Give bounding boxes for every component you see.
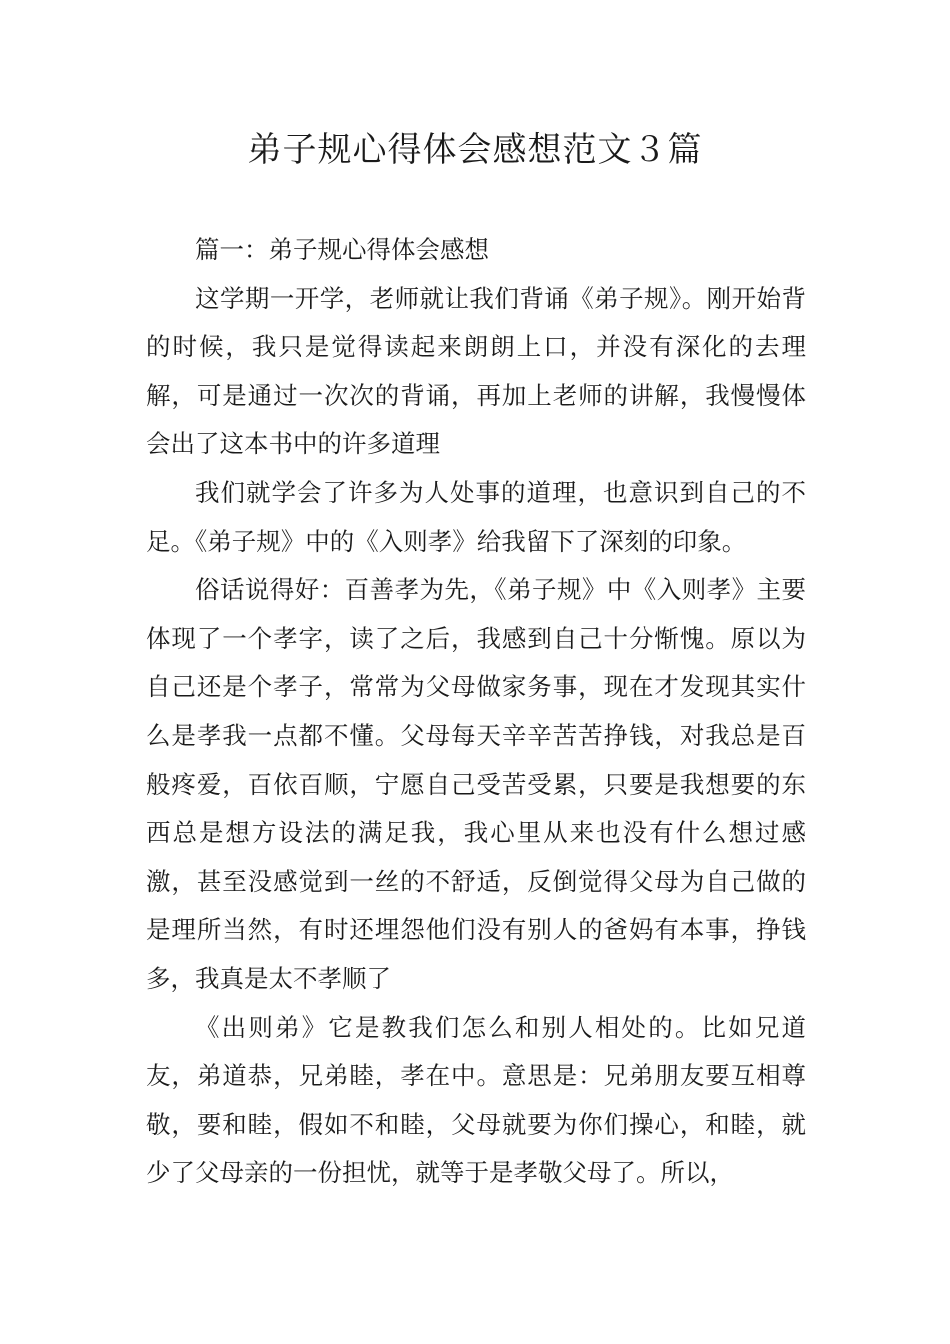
paragraph: 这学期一开学，老师就让我们背诵《弟子规》。刚开始背的时候，我只是觉得读起来朗朗上口，并没有深化的去理解，可是通过一次次的背诵，再加上老师的讲解，我慢慢体会出了这本书中的许多道理 (146, 283, 806, 459)
paragraph: 我们就学会了许多为人处事的道理，也意识到自己的不足。《弟子规》中的《入则孝》给我留下了深刻的印象。 (146, 477, 806, 556)
paragraph: 《出则弟》它是教我们怎么和别人相处的。比如兄道友，弟道恭，兄弟睦，孝在中。意思是：兄弟朋友要互相尊敬，要和睦，假如不和睦，父母就要为你们操心，和睦，就少了父母亲的一份担忧，就等于是孝敬父母了。所以， (146, 1012, 806, 1188)
document-body (146, 226, 806, 1198)
paragraph: 俗话说得好：百善孝为先，《弟子规》中《入则孝》主要体现了一个孝字，读了之后，我感到自己十分惭愧。原以为自己还是个孝子，常常为父母做家务事，现在才发现其实什么是孝我一点都不懂。父母每天辛辛苦苦挣钱，对我总是百般疼爱，百依百顺，宁愿自己受苦受累，只要是我想要的东西总是想方设法的满足我，我心里从来也没有什么想过感激，甚至没感觉到一丝的不舒适，反倒觉得父母为自己做的是理所当然，有时还埋怨他们没有别人的爸妈有本事，挣钱多，我真是太不孝顺了 (146, 575, 806, 993)
section-heading: 篇一：弟子规心得体会感想 (195, 235, 489, 264)
document-title: 弟子规心得体会感想范文３篇 (247, 130, 703, 170)
